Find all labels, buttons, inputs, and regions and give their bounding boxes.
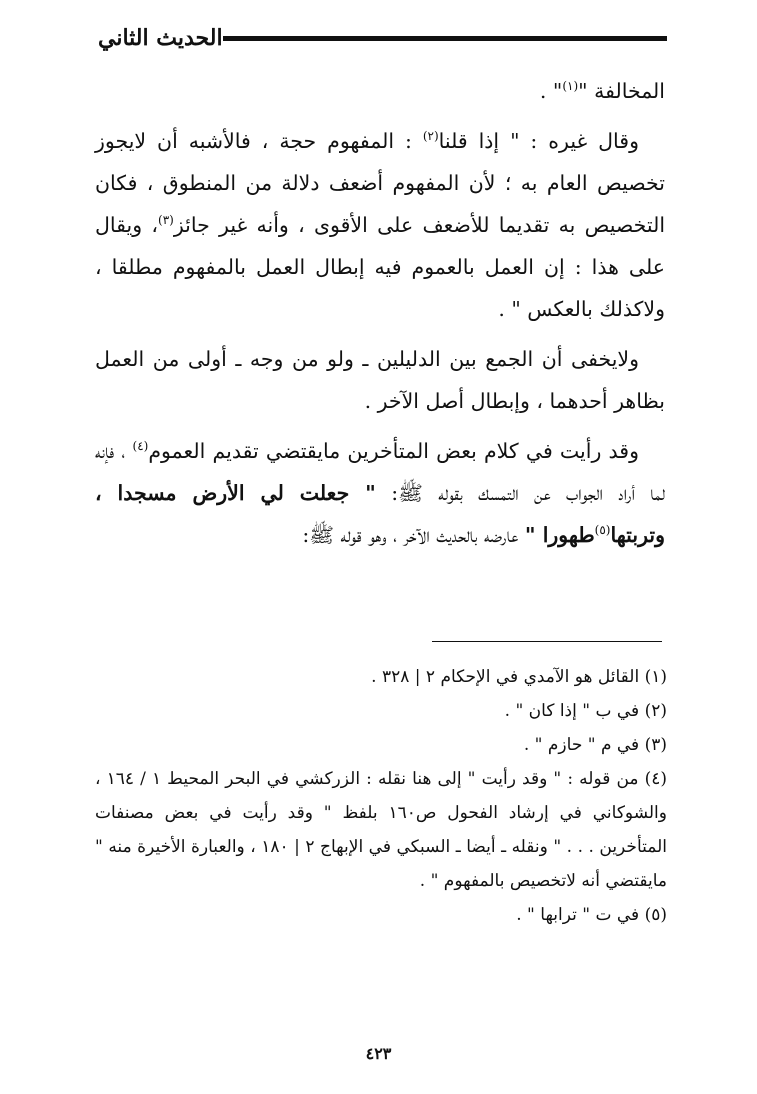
- header-title: الحديث الثاني: [98, 25, 223, 51]
- footnote-1: (١) القائل هو الآمدي في الإحكام ٢ | ٣٢٨ .: [371, 667, 667, 687]
- paragraph-4: [95, 430, 665, 556]
- paragraph-1: [95, 70, 665, 112]
- p2-text-b: : المفهوم حجة ، فالأشبه أن لايجوز تخصيص العام به ؛ لأن المفهوم أضعف دلالة من المنطوق ، فكان التخصيص به تقديما للأضعف على الأقوى ، وأنه غير جائز: [95, 129, 666, 237]
- p4-text-c: عارضه بالحديث الآخر ، وهو قوله ﷺ:: [302, 523, 525, 547]
- p1-text-end: " .: [539, 79, 563, 103]
- footnotes: [95, 660, 667, 932]
- footnote-ref-1: (١): [562, 79, 579, 94]
- footnote-5: (٥) في ت " ترابها " .: [516, 905, 667, 925]
- footnote-4: (٤) من قوله : " وقد رأيت " إلى هنا نقله : الزركشي في البحر المحيط ١ / ١٦٤ ، والشوكاني في إرشاد الفحول ص١٦٠ بلفظ " وقد رأيت في بعض مصنفات المتأخرين . . . " ونقله ـ أيضا ـ السبكي في الإبهاج ٢ | ١٨٠ ، والعبارة الأخيرة منه " مايقتضي أنه لاتخصيص بالمفهوم " .: [95, 769, 668, 891]
- p1-text: المخالفة ": [578, 79, 665, 103]
- footnote-ref-4: (٤): [132, 439, 149, 454]
- hadith-quote-b: طهورا ": [524, 523, 595, 547]
- header-rule: [223, 36, 667, 41]
- footnote-2: (٢) في ب " إذا كان " .: [504, 701, 667, 721]
- footnote-ref-3: (٣): [158, 213, 174, 228]
- main-text: [95, 70, 665, 564]
- p2-text-c: ، ويقال على هذا : إن العمل بالعموم فيه إبطال العمل بالمفهوم مطلقا ، ولاكذلك بالعكس " .: [95, 213, 665, 321]
- footnote-separator: [432, 641, 662, 642]
- paragraph-3: ولايخفى أن الجمع بين الدليلين ـ ولو من وجه ـ أولى من العمل بظاهر أحدهما ، وإبطال أصل الآخر .: [95, 347, 665, 413]
- footnote-ref-2: (٢): [422, 129, 439, 144]
- footnote-ref-5: (٥): [594, 523, 611, 538]
- p4-text-b: ، فإنه لما أراد الجواب عن التمسك بقوله ﷺ:: [95, 439, 665, 505]
- running-header: [90, 18, 667, 58]
- paragraph-2: [95, 120, 665, 330]
- hadith-quote-a: " جعلت لي الأرض مسجدا ، وتربتها: [95, 481, 665, 547]
- p2-text-a: وقال غيره : " إذا قلنا: [438, 129, 639, 153]
- page-number: ٤٢٣: [365, 1044, 392, 1063]
- footnote-3: (٣) في م " حازم " .: [523, 735, 667, 755]
- p4-text-a: وقد رأيت في كلام بعض المتأخرين مايقتضي تقديم العموم: [148, 439, 639, 463]
